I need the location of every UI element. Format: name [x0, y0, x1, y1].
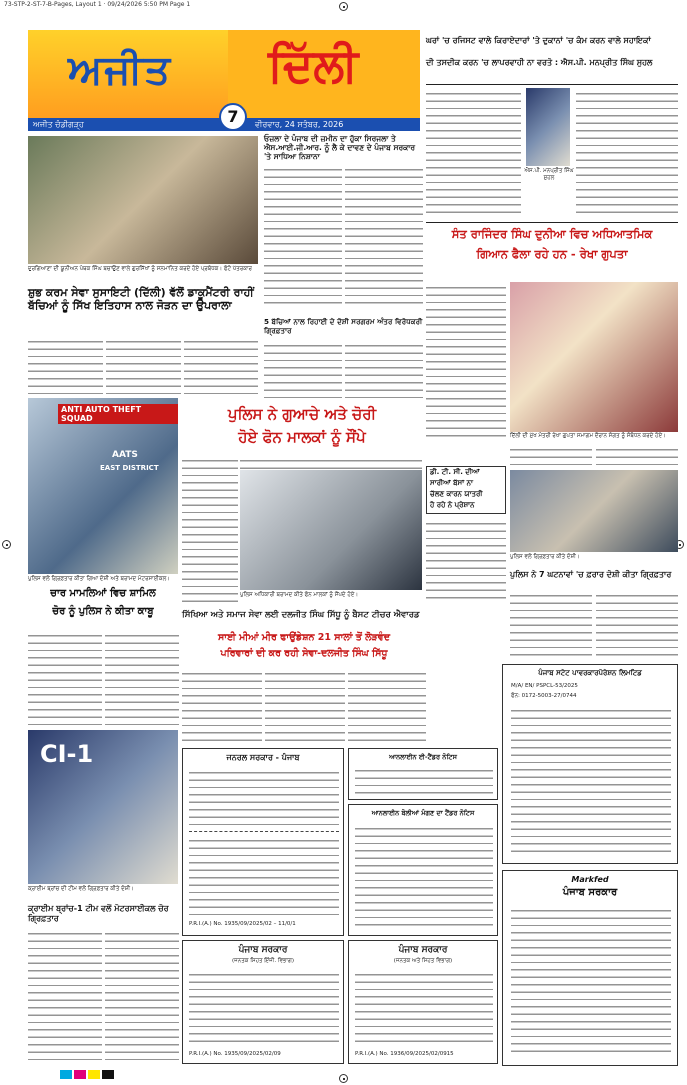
ojhla-headline: ਓਜ਼ਲਾ ਦੇ ਪੰਜਾਬ ਦੀ ਜ਼ਮੀਨ ਦਾ ਹੁੱਕਾ ਸਿਰਜਲਾ ਤੇ ਐਸ.ਆਈ.ਜੀ.ਆਰ. ਨੂੰ ਲੈ ਕੇ ਦਾਵਣ ਦੇ ਪੰਜਾਬ ਸਰਕਾਰ 'ਤੇ ਸਾਧਿਆ ਨਿਸ਼ਾਨਾ	[264, 134, 416, 161]
cmyk-black	[102, 1070, 114, 1079]
ad-mid-notice	[348, 804, 498, 936]
ad-body	[355, 765, 493, 795]
article-body	[426, 282, 506, 437]
aats-photo	[28, 398, 178, 574]
ad-body	[355, 969, 493, 1047]
masthead-subtitle: ਅਜੀਤ ਚੰਡੀਗੜ੍ਹ	[33, 120, 84, 129]
article-body	[345, 340, 423, 402]
article-body	[510, 444, 592, 466]
portrait-photo	[526, 88, 570, 166]
article-body	[106, 336, 181, 394]
article-body	[596, 590, 678, 660]
ad-pspcl-phone: ਫੋਨ: 0172-5003-27/0744	[511, 693, 577, 699]
ad-pspcl-code: M/A/ EN/ PSPCL-53/2025	[511, 683, 578, 689]
ad-divider	[189, 831, 339, 832]
aats-sign-2: EAST DISTRICT	[100, 464, 159, 472]
phones-photo-caption: ਪੁਲਿਸ ਅਧਿਕਾਰੀ ਬਰਾਮਦ ਕੀਤੇ ਫੋਨ ਮਾਲਕਾਂ ਨੂੰ ਸੌਂਪਦੇ ਹੋਏ।	[240, 592, 359, 598]
phones-handover-photo	[240, 470, 422, 590]
aats-caption: ਪੁਲਿਸ ਵਲੋਂ ਗ੍ਰਿਫ਼ਤਾਰ ਕੀਤਾ ਗਿਆ ਦੋਸ਼ੀ ਅਤੇ ਬਰਾਮਦ ਮੋਟਰਸਾਈਕਲ।	[28, 576, 171, 582]
dtc-headline-4: ਹੋ ਰਹੇ ਨੇ ਪ੍ਰੇਸ਼ਾਨ	[430, 501, 475, 509]
masthead-paper-block	[28, 30, 228, 118]
aats-sign: AATS	[112, 450, 138, 460]
ad-mid-title: ਆਨਲਾਈਨ ਬੋਲੀਆਂ ਮੰਗਣ ਦਾ ਟੈਂਡਰ ਨੋਟਿਸ	[371, 809, 475, 817]
ad-pspcl	[502, 664, 678, 864]
masthead-right-bar	[228, 118, 420, 131]
ad-body	[355, 823, 493, 931]
ad-body	[511, 905, 671, 1055]
top-right-headline-2: ਦੀ ਤਸਦੀਕ ਕਰਨ 'ਚ ਲਾਪਰਵਾਹੀ ਨਾ ਵਰਤੋ : ਐਸ.ਪੀ. ਮਨਪ੍ਰੀਤ ਸਿੰਘ ਸੁਹਲ	[426, 58, 653, 67]
award-headline: ਸਿੱਖਿਆ ਅਤੇ ਸਮਾਜ ਸੇਵਾ ਲਈ ਦਲਜੀਤ ਸਿੰਘ ਸਿੱਧੂ ਨੂੰ ਬੈਸਟ ਟੀਚਰ ਐਵਾਰਡ	[182, 610, 420, 620]
masthead-edition-block	[228, 30, 420, 118]
award-sub-2: ਪਰਿਵਾਰਾਂ ਦੀ ਕਰ ਰਹੀ ਸੇਵਾ-ਦਲਜੀਤ ਸਿੰਘ ਸਿੱਧੂ	[220, 648, 388, 659]
rekha-photo-caption: ਦਿੱਲੀ ਦੀ ਮੁੱਖ ਮੰਤਰੀ ਰੇਖਾ ਗੁਪਤਾ ਸਮਾਗਮ ਦੌਰਾਨ ਸੰਗਤ ਨੂੰ ਸੰਬੋਧਨ ਕਰਦੇ ਹੋਏ।	[510, 433, 666, 439]
cmyk-magenta	[74, 1070, 86, 1079]
registration-mark-bottom	[339, 1074, 348, 1083]
ad-tender-notice	[348, 748, 498, 800]
masthead-date: ਵੀਰਵਾਰ, 24 ਸਤੰਬਰ, 2026	[255, 120, 344, 129]
crime-sign: CI-1	[40, 740, 94, 768]
ad-sarkar-1-title: ਜਨਰਲ ਸਰਕਾਰ - ਪੰਜਾਬ	[226, 753, 300, 762]
divider	[426, 84, 678, 85]
satsang-photo	[510, 282, 678, 432]
ad-sarkar-3	[348, 940, 498, 1064]
markfed-logo: Markfed	[571, 875, 609, 884]
portrait-caption: ਐਸ.ਪੀ. ਮਨਪ੍ਰੀਤ ਸਿੰਘ ਸੁਹਲ	[524, 168, 574, 181]
registration-mark-left	[2, 540, 11, 549]
edition-name: ਦਿੱਲੀ	[268, 38, 359, 92]
article-body	[265, 668, 345, 744]
ad-sarkar-2-sub: (ਜਨਤਕ ਸਿਹਤ ਇੰਜੀ. ਵਿਭਾਗ)	[232, 958, 294, 964]
article-body	[240, 455, 422, 469]
cmyk-cyan	[60, 1070, 72, 1079]
dtc-headline-3: ਚੱਲਣ ਕਾਰਨ ਯਾਤਰੀ	[430, 490, 483, 498]
ad-sarkar-2	[182, 940, 344, 1064]
article-body	[348, 668, 426, 744]
article-body	[184, 336, 258, 394]
ad-body	[189, 767, 339, 827]
masthead-left-bar	[28, 118, 228, 131]
rekha-headline-2: ਗਿਆਨ ਫੈਲਾ ਰਹੇ ਹਨ - ਰੇਖਾ ਗੁਪਤਾ	[476, 247, 628, 261]
article-body	[510, 590, 592, 660]
article-body	[105, 630, 179, 726]
article-body	[182, 455, 238, 605]
right-police-photo	[510, 470, 678, 552]
right-police-caption: ਪੁਲਿਸ ਵਲੋਂ ਗ੍ਰਿਫ਼ਤਾਰ ਕੀਤੇ ਦੋਸ਼ੀ।	[510, 554, 580, 560]
photo-caption: ਦੁਰਗਿਆਣਾ ਦੀ ਯੂਨੀਅਨ ਪੰਥਕ ਸਿੰਘ ਬਚਾਉਣ ਵਾਲੇ ਗੁਰਸਿੱਖਾਂ ਨੂੰ ਸਨਮਾਨਿਤ ਕਰਦੇ ਹੋਏ ਪ੍ਰਬੰਧਕ। ਫੋਟੋ ਪੱਤਰਕਾਰ	[28, 266, 252, 272]
ad-body	[189, 835, 339, 915]
gathering-photo	[28, 136, 258, 264]
phones-headline-2: ਹੋਏ ਫੋਨ ਮਾਲਕਾਂ ਨੂੰ ਸੌਂਪੇ	[238, 428, 366, 446]
ad-ro-number: P.R.I.(A.) No. 1935/09/2025/02 – 11/0/1	[189, 921, 296, 927]
article-body	[264, 340, 342, 402]
ad-body	[189, 969, 339, 1047]
ad-ro-number: P.R.I.(A.) No. 1935/09/2025/02/09	[189, 1051, 281, 1057]
article-body	[28, 928, 102, 1062]
article-body	[426, 88, 521, 218]
arrest-headline: 5 ਬੱਚਿਆਂ ਨਾਲ ਰਿਹਾਈ ਦੇ ਦੋਸ਼ੀ ਸਰਗਰਮ ਅੰਤਰ ਵਿਰੋਧਕਰੀ ਗ੍ਰਿਫ਼ਤਾਰ	[264, 317, 423, 335]
article-body	[576, 88, 678, 218]
paper-name: ਅਜੀਤ	[68, 46, 173, 93]
article-body	[182, 668, 262, 744]
right-police-headline: ਪੁਲਿਸ ਨੇ 7 ਘਟਨਾਵਾਂ 'ਚ ਫ਼ਰਾਰ ਦੋਸ਼ੀ ਕੀਤਾ ਗ੍ਰਿਫ਼ਤਾਰ	[510, 570, 672, 579]
ad-ro-number: P.R.I.(A.) No. 1936/09/2025/02/0915	[355, 1051, 454, 1057]
aats-banner: ANTI AUTO THEFT SQUAD	[58, 404, 178, 424]
chor-headline-2: ਚੋਰ ਨੂੰ ਪੁਲਿਸ ਨੇ ਕੀਤਾ ਕਾਬੂ	[52, 606, 154, 617]
crime-headline: ਕ੍ਰਾਈਮ ਬ੍ਰਾਂਚ-1 ਟੀਮ ਵਲੋਂ ਮੋਟਰਸਾਈਕਲ ਚੋਰ ਗ੍ਰਿਫ਼ਤਾਰ	[28, 904, 169, 923]
ad-sarkar-3-title: ਪੰਜਾਬ ਸਰਕਾਰ	[398, 945, 448, 955]
phones-headline-1: ਪੁਲਿਸ ਨੇ ਗੁਆਚੇ ਅਤੇ ਚੋਰੀ	[227, 405, 377, 423]
ad-sarkar-3-sub: (ਜਨਤਕ ਅਤੇ ਸਿਹਤ ਵਿਭਾਗ)	[393, 958, 453, 964]
crime-branch-photo	[28, 730, 178, 884]
article-body	[264, 164, 342, 309]
page-slug: 73-STP-2-ST-7-B-Pages, Layout 1 · 09/24/2026 5:50 PM Page 1	[4, 1, 191, 8]
ad-sarkar-1	[182, 748, 344, 936]
crime-caption: ਕ੍ਰਾਈਮ ਬ੍ਰਾਂਚ ਦੀ ਟੀਮ ਵਲੋਂ ਗ੍ਰਿਫ਼ਤਾਰ ਕੀਤੇ ਦੋਸ਼ੀ।	[28, 886, 134, 892]
top-right-headline-1: ਘਰਾਂ 'ਚ ਰਜਿਸਟ ਵਾਲੇ ਕਿਰਾਏਦਾਰਾਂ 'ਤੇ ਦੁਕਾਨਾਂ 'ਚ ਕੰਮ ਕਰਨ ਵਾਲੇ ਸਹਾਇਕਾਂ	[426, 36, 651, 45]
registration-mark-top	[339, 2, 348, 11]
rekha-headline-1: ਸੰਤ ਰਾਜਿੰਦਰ ਸਿੰਘ ਦੁਨੀਆ ਵਿਚ ਅਧਿਆਤਮਿਕ	[451, 227, 653, 241]
article-body	[596, 444, 678, 466]
dtc-headline-1: ਡੀ. ਟੀ. ਸੀ. ਦੀਆਂ	[430, 468, 480, 476]
chor-headline-1: ਚਾਰ ਮਾਮਲਿਆਂ ਵਿਚ ਸ਼ਾਮਿਲ	[50, 588, 156, 599]
sewa-headline: ਸ਼ੁਭ ਕਰਮ ਸੇਵਾ ਸੁਸਾਇਟੀ (ਦਿੱਲੀ) ਵੱਲੋਂ ਡਾਕੂਮੈਂਟਰੀ ਰਾਹੀਂ ਬੱਚਿਆਂ ਨੂੰ ਸਿੱਖ ਇਤਿਹਾਸ ਨਾਲ ਜੋੜਨ ਦਾ ਉਪਰਾਲਾ	[28, 286, 254, 313]
article-body	[105, 928, 179, 1062]
divider	[426, 222, 678, 223]
ad-sarkar-2-title: ਪੰਜਾਬ ਸਰਕਾਰ	[238, 945, 288, 955]
ad-sarkar-right	[502, 870, 678, 1066]
article-body	[345, 164, 423, 309]
article-body	[28, 336, 103, 394]
article-body	[28, 630, 102, 726]
ad-sarkar-right-title: ਪੰਜਾਬ ਸਰਕਾਰ	[562, 887, 618, 898]
ad-pspcl-title: ਪੰਜਾਬ ਸਟੇਟ ਪਾਵਰਕਾਰਪੋਰੇਸ਼ਨ ਲਿਮਟਿਡ	[538, 669, 642, 677]
ad-tender-title: ਆਨਲਾਈਨ ਈ-ਟੈਂਡਰ ਨੋਟਿਸ	[389, 753, 457, 761]
cmyk-yellow	[88, 1070, 100, 1079]
award-sub-1: ਸਾਈ ਮੀਆਂ ਮੀਰ ਫਾਉਂਡੇਸ਼ਨ 21 ਸਾਲਾਂ ਤੋਂ ਲੋੜਵੰਦ	[217, 632, 391, 643]
article-body	[426, 518, 506, 602]
ad-body	[511, 705, 671, 855]
page-number: 7	[219, 103, 247, 131]
dtc-headline-2: ਸਾਰੀਆਂ ਬੱਸਾਂ ਨਾ	[430, 479, 474, 487]
